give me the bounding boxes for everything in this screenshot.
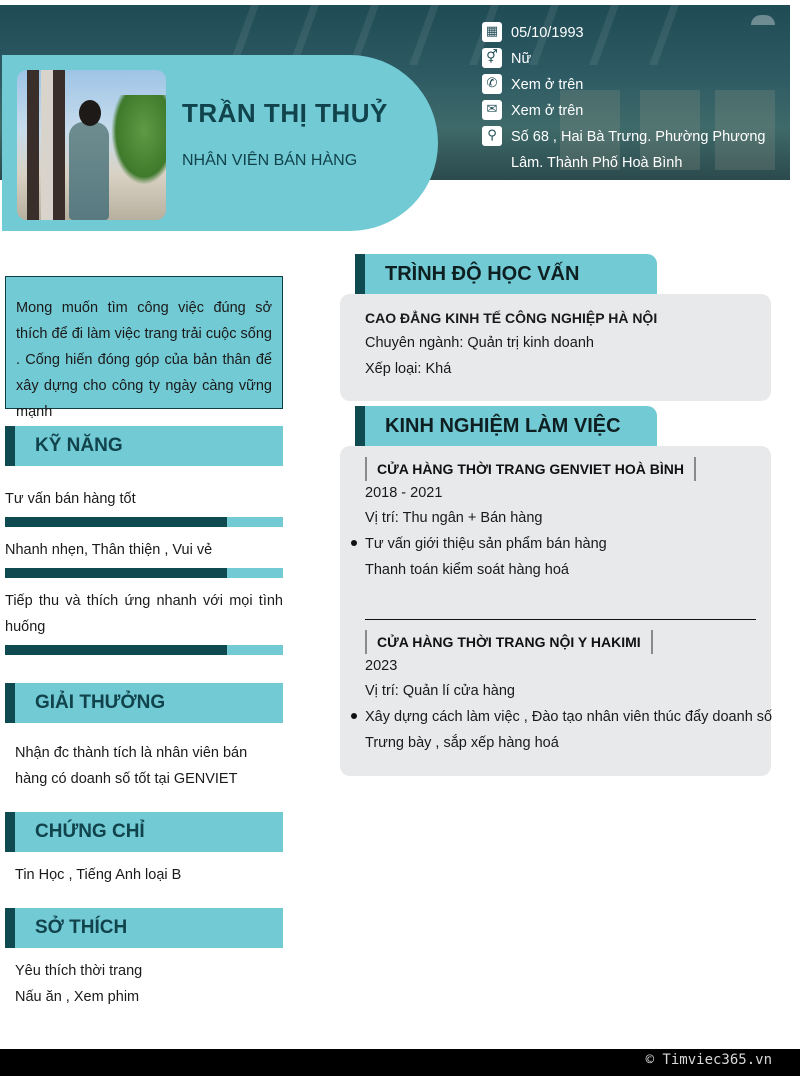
contact-info	[482, 20, 782, 176]
job-duty: Thanh toán kiểm soát hàng hoá	[365, 562, 569, 578]
address-row	[482, 124, 782, 176]
job-duty: Xây dựng cách làm việc , Đào tạo nhân viên thúc đẩy doanh số	[365, 709, 773, 725]
hobbies-heading: SỞ THÍCH	[5, 908, 283, 948]
candidate-name: TRẦN THỊ THUỶ	[182, 98, 388, 128]
copyright-link[interactable]: © Timviec365.vn	[645, 1052, 772, 1068]
education-heading: TRÌNH ĐỘ HỌC VẤN	[355, 254, 657, 294]
skill-level-bar	[5, 517, 283, 527]
job-period: 2023	[365, 658, 398, 674]
bullet-icon	[351, 713, 357, 719]
address-text: Số 68 , Hai Bà Trưng. Phường Phương Lâm. Thành Phố Hoà Bình	[511, 129, 766, 171]
experience-heading: KINH NGHIỆM LÀM VIỆC	[355, 406, 657, 446]
email-text: Xem ở trên	[511, 103, 584, 119]
hobby-item: Yêu thích thời trang	[15, 963, 143, 979]
job-period: 2018 - 2021	[365, 485, 443, 501]
education-major: Chuyên ngành: Quản trị kinh doanh	[365, 335, 594, 351]
phone-text: Xem ở trên	[511, 77, 584, 93]
job-position: Vị trí: Thu ngân + Bán hàng	[365, 510, 543, 526]
education-grade: Xếp loại: Khá	[365, 361, 452, 377]
hobby-item: Nấu ăn , Xem phim	[15, 989, 140, 1005]
bullet-icon	[351, 540, 357, 546]
gender-row	[482, 46, 782, 72]
birthday-text: 05/10/1993	[511, 25, 584, 41]
job-duty: Tư vấn giới thiệu sản phẩm bán hàng	[365, 536, 607, 552]
skill-label: Nhanh nhẹn, Thân thiện , Vui vẻ	[5, 542, 213, 558]
skill-level-fill	[5, 517, 227, 527]
company-name: CỬA HÀNG THỜI TRANG NỘI Y HAKIMI	[365, 630, 653, 654]
certificates-heading: CHỨNG CHỈ	[5, 812, 283, 852]
location-pin-icon: ⚲	[482, 126, 502, 146]
job-title: NHÂN VIÊN BÁN HÀNG	[182, 152, 358, 169]
skill-label: Tư vấn bán hàng tốt	[5, 491, 136, 507]
gender-icon: ⚥	[482, 48, 502, 68]
email-row	[482, 98, 782, 124]
company-name: CỬA HÀNG THỜI TRANG GENVIET HOÀ BÌNH	[365, 457, 696, 481]
skill-level-bar	[5, 568, 283, 578]
email-icon: ✉	[482, 100, 502, 120]
skill-label: Tiếp thu và thích ứng nhanh với mọi tình huống	[5, 593, 283, 635]
birthday-cake-icon: ▦	[482, 22, 502, 42]
certificates-text: Tin Học , Tiếng Anh loại B	[15, 867, 182, 883]
footer-bar	[0, 1049, 800, 1076]
skills-heading: KỸ NĂNG	[5, 426, 283, 466]
awards-heading: GIẢI THƯỞNG	[5, 683, 283, 723]
awards-text: Nhận đc thành tích là nhân viên bán hàng có doanh số tốt tại GENVIET	[15, 745, 248, 787]
skill-level-bar	[5, 645, 283, 655]
career-objective: Mong muốn tìm công việc đúng sở thích để đi làm việc trang trải cuộc sống . Cống hiến đóng góp của bản thân để xây dựng cho công ty ngày càng vững mạnh	[5, 276, 283, 409]
avatar	[17, 70, 166, 220]
school-name: CAO ĐẲNG KINH TẾ CÔNG NGHIỆP HÀ NỘI	[365, 310, 658, 326]
birthday-row	[482, 20, 782, 46]
phone-icon: ✆	[482, 74, 502, 94]
phone-row	[482, 72, 782, 98]
gender-text: Nữ	[511, 51, 532, 67]
experience-divider	[365, 619, 756, 620]
skill-level-fill	[5, 568, 227, 578]
job-duty: Trưng bày , sắp xếp hàng hoá	[365, 735, 559, 751]
job-position: Vị trí: Quản lí cửa hàng	[365, 683, 515, 699]
skill-level-fill	[5, 645, 227, 655]
